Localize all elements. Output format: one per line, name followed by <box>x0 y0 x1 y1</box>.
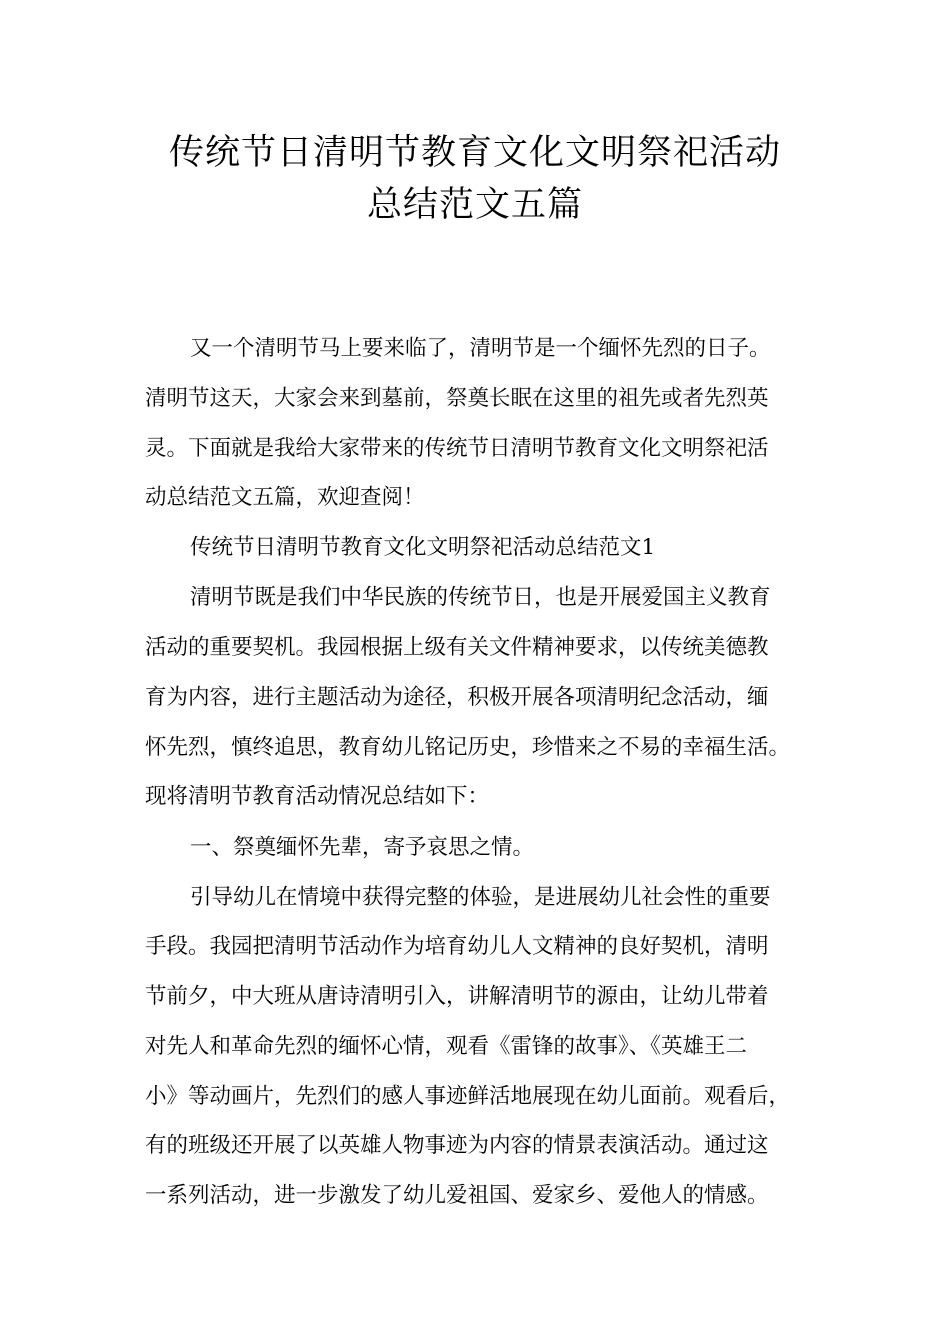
paragraph-line: 育为内容，进行主题活动为途径，积极开展各项清明纪念活动，缅 <box>145 685 769 710</box>
paragraph-line: 灵。下面就是我给大家带来的传统节日清明节教育文化文明祭祀活 <box>145 436 769 461</box>
section-heading: 传统节日清明节教育文化文明祭祀活动总结范文1 <box>190 535 656 560</box>
paragraph-line: 怀先烈，慎终追思，教育幼儿铭记历史，珍惜来之不易的幸福生活。 <box>145 735 791 760</box>
paragraph-line: 引导幼儿在情境中获得完整的体验，是进展幼儿社会性的重要 <box>190 885 771 910</box>
paragraph-line: 动总结范文五篇，欢迎查阅！ <box>145 485 425 510</box>
paragraph-line: 又一个清明节马上要来临了，清明节是一个缅怀先烈的日子。 <box>190 336 771 361</box>
subsection-heading: 一、祭奠缅怀先辈，寄予哀思之情。 <box>190 835 535 860</box>
paragraph-line: 手段。我园把清明节活动作为培育幼儿人文精神的良好契机，清明 <box>145 934 769 959</box>
paragraph-line: 清明节既是我们中华民族的传统节日，也是开展爱国主义教育 <box>190 585 771 610</box>
paragraph-line: 清明节这天，大家会来到墓前，祭奠长眠在这里的祖先或者先烈英 <box>145 386 769 411</box>
paragraph-line: 有的班级还开展了以英雄人物事迹为内容的情景表演活动。通过这 <box>145 1133 769 1158</box>
paragraph-line: 活动的重要契机。我园根据上级有关文件精神要求，以传统美德教 <box>145 635 769 660</box>
paragraph-line: 节前夕，中大班从唐诗清明引入，讲解清明节的源由，让幼儿带着 <box>145 984 769 1009</box>
paragraph-line: 一系列活动，进一步激发了幼儿爱祖国、爱家乡、爱他人的情感。 <box>145 1183 769 1208</box>
document-title-line-1: 传统节日清明节教育文化文明祭祀活动 <box>168 133 781 173</box>
paragraph-line: 对先人和革命先烈的缅怀心情，观看《雷锋的故事》、《英雄王二 <box>145 1034 748 1059</box>
document-title-line-2: 总结范文五篇 <box>366 185 583 225</box>
paragraph-line: 小》等动画片，先烈们的感人事迹鲜活地展现在幼儿面前。观看后， <box>145 1084 791 1109</box>
paragraph-line: 现将清明节教育活动情况总结如下： <box>145 784 490 809</box>
